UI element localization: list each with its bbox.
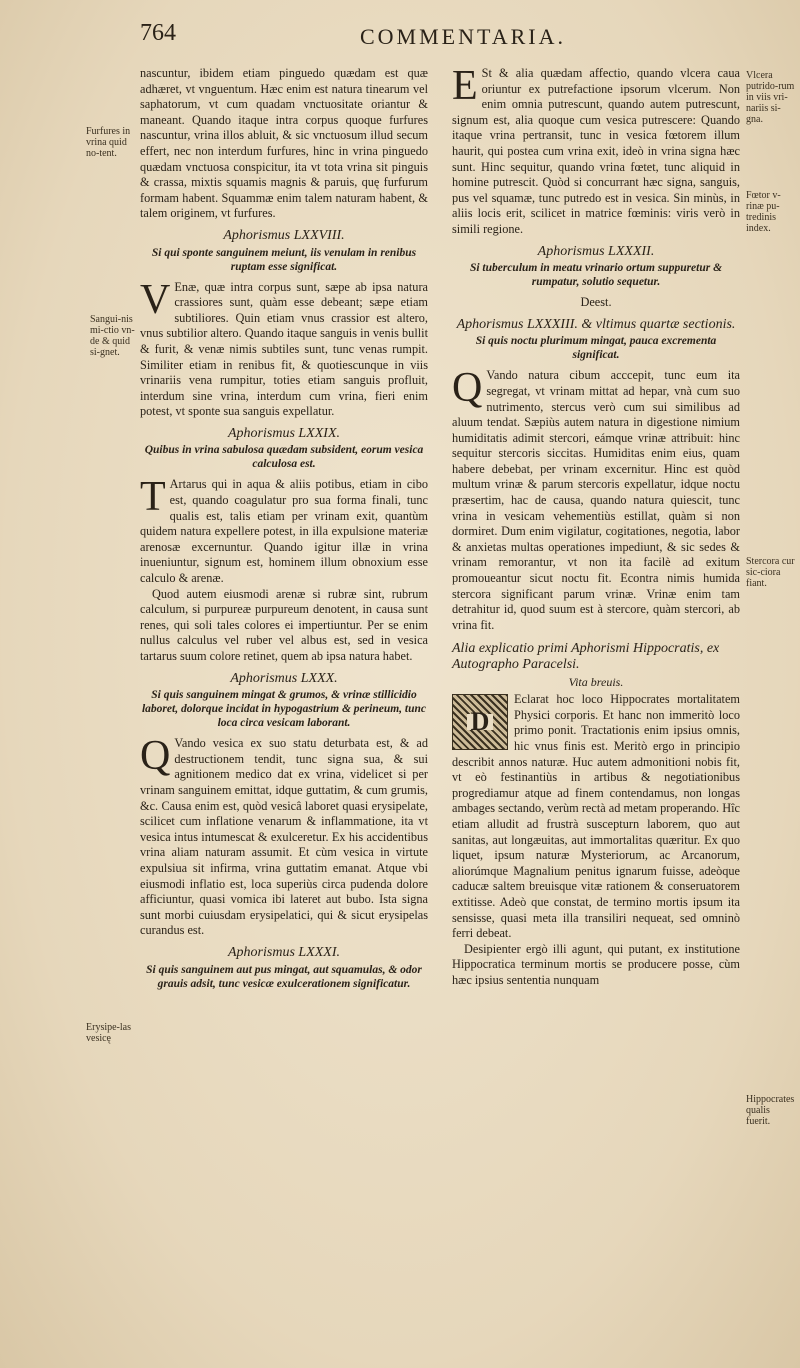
aphorism-heading-83: Aphorismus LXXXIII. & vltimus quartæ sectionis. bbox=[456, 316, 736, 332]
paragraph: Desipienter ergò illi agunt, qui putant, ex institutione Hippocratica terminum mortis se producere posse, cùm hæc ipsius sententia nunquam bbox=[452, 941, 740, 987]
paragraph bbox=[452, 365, 740, 633]
aphorism-text-83: Si quis noctu plurimum mingat, pauca excrementa significat. bbox=[475, 335, 717, 362]
drop-cap: Q bbox=[140, 733, 171, 780]
paragraph-text: Vando natura cibum acccepit, tunc eum ita segregat, vt vrinam mittat ad hepar, vnà cum suo nutrimento, stercus verò cum sui similibus ad aluum tendat. Sæpiùs autem natura in digestione nimium humiditatis adimit stercori, eámque vrinæ attribuit: hinc sequitur stercoris siccitas. Humiditas enim eius, quam habere debebat, per vrinam excernitur. Hinc est quòd multum vrinæ & parum stercoris expellatur, idque noctu præsertim, hac de causa, quando natura quiescit, tunc vrina in vesicam vehementiùs estillat, quàm si non dormiret. Dum enim vigilatur, cogitationes, negotia, labor & anxietas multas operationes impediunt, & sic sedes & vrinam remorantur, vt non ita facilè ad exitum promoueantur sicut noctu fit. Econtra nimis humida stercora significant parum vrinæ. Vrinæ enim tam detrahitur id, quod suum est à stercore, quàm stercori, ab vrina fit. bbox=[452, 368, 740, 632]
paragraph bbox=[452, 63, 740, 238]
aphorism-text-79: Quibus in vrina sabulosa quædam subsident, eorum vesica calculosa est. bbox=[144, 444, 424, 471]
margin-note-furfures: Furfures in vrina quid no-tent. bbox=[86, 126, 131, 159]
paragraph-text: St & alia quædam affectio, quando vlcera caua oriuntur ex putrefactione ipsorum vlcerum. Non enim omnia putrescunt, quando autem putrescunt, signum est, alia quoque cum vesica putrescere: Quando itaque vrina pertransit, tunc in vesica fœtorem illum haurit, qui postea cum vrina exit, ideò in vrina signa hæc sunt. Hinc sequitur, quando vrina fœtet, tunc aliquid in homine putrescit. Quòd si concurrant hæc signa, sanguis, pus vel squamæ, tunc putredo est in vesica. Sin minùs, in aliis locis erit, scilicet in matrice fœminis: viris verò in simili regione. bbox=[452, 66, 740, 236]
paragraph: nascuntur, ibidem etiam pinguedo quædam est quæ adhæret, vt vnguentum. Hæc enim est natura tinearum vel saphatorum, vt cum quadam vnctuositate oriantur & maneant. Quando itaque intra corpus quoque furfures nascuntur, vrina illos abluit, & sic vnctuosum illud secum effert, nec non interdum furfures, hinc in vrina pinguedo quædam vnctuosa conspicitur, ita vt tota vrina sit pinguis & crassa, mixtis squamis magnis & paruis, quę furfurum formam habent. Squammæ enim talem naturam habent, & talem originem, vt furfures. bbox=[140, 66, 428, 221]
margin-note-vlcera: Vlcera putrido-rum in viis vri-nariis si-gna. bbox=[746, 70, 795, 125]
paragraph bbox=[140, 474, 428, 586]
paragraph-text: Enæ, quæ intra corpus sunt, sæpe ab ipsa natura crassiores sunt, quàm esse debeant; sæpe etiam subtiliores. Quin etiam vnus crassior est altero, vnus subtilior altero. Quando itaque sanguis in venis bullit & furit, & venæ nimis subtiles sunt, tunc venas rumpit. Similiter etiam in renibus fit, & quotiescunque in viis vrinariis vena rumpitur, toties etiam sanguis profluit, interdum sine vrina, interdum cum vrina, fieri enim potest, vt sponte sua sanguis expellatur. bbox=[140, 279, 428, 419]
drop-cap: Q bbox=[452, 365, 483, 412]
ornamental-letter: D bbox=[467, 714, 494, 730]
aphorism-heading-80: Aphorismus LXXX. bbox=[230, 670, 338, 686]
aphorism-text-80: Si quis sanguinem mingat & grumos, & vrinæ stillicidio laboret, dolorque incidat in hypogastrium & perineum, tunc loca circa vesicam laborant. bbox=[141, 689, 427, 730]
running-title: COMMENTARIA. bbox=[360, 24, 566, 49]
margin-note-foetor: Fœtor v-rinæ pu-tredinis index. bbox=[746, 190, 781, 234]
paragraph bbox=[140, 276, 428, 420]
aphorism-text-82: Si tuberculum in meatu vrinario ortum suppuretur & rumpatur, solutio sequetur. bbox=[469, 262, 723, 289]
margin-note-stercora: Stercora cur sic-ciora fiant. bbox=[746, 556, 795, 589]
drop-cap: E bbox=[452, 63, 478, 109]
paragraph-text: Artarus qui in aqua & aliis potibus, etiam in cibo est, quando coagulatur pro sua forma finali, tunc qualis est, talis etiam per vrinam exit, quantùm quidem natura expellere potest, in illa expulsione materiæ arenosæ excernuntur. Quando igitur illæ in vrina inueniuntur, signum est, hominem illum obnoxium esse calculo & arenæ. bbox=[140, 477, 428, 586]
deest-note: Deest. bbox=[580, 295, 612, 310]
aphorism-text-81: Si quis sanguinem aut pus mingat, aut squamulas, & odor grauis adsit, tunc vesicæ exulcerationem significatur. bbox=[146, 963, 422, 990]
right-column bbox=[452, 63, 740, 988]
page-header bbox=[0, 6, 800, 49]
aphorism-heading-79: Aphorismus LXXIX. bbox=[228, 425, 340, 441]
drop-cap: T bbox=[140, 474, 166, 521]
aphorism-text-78: Si qui sponte sanguinem meiunt, iis venulam in renibus ruptam esse significat. bbox=[151, 246, 417, 273]
section-heading-alia: Alia explicatio primi Aphorismi Hippocratis, ex Autographo Paracelsi. bbox=[452, 641, 720, 672]
paragraph-text: Eclarat hoc loco Hippocrates mortalitatem Physici corporis. Et hanc non immeritò loco primo ponit. Tractationis enim ipsius omnis, hic vnus finis est. Meritò ergo in principio describit annos naturæ. Huc autem admonitioni nobis fit, vt eò festinantiùs in artibus & negotiationibus progrediamur atque ad finem contendamus, non longas ambages sectando, verùm rectà ad metam properando. Hîc etiam alludit ad frustrà suscepturn laborem, quo aut sanitas, aut longæuitas, aut immortalitas quæritur. Ex quo liquet, ipsum naturæ Mysteriorum, ac Arcanorum, aliorúmque Magnalium penitus ignarum fuisse, adeòque caducæ saltem breuisque vitæ rationem & conseruatorem extitisse. Adeò que constat, de termino mortis ipsum ita sensisse, quasi meta illa transiliri nequeat, sed omninò ferri debeat. bbox=[452, 692, 740, 941]
aphorism-heading-82: Aphorismus LXXXII. bbox=[537, 243, 655, 259]
margin-note-sanguinis: Sangui-nis mi-ctio vn-de & quid si-gnet. bbox=[90, 314, 135, 358]
left-column bbox=[140, 66, 428, 997]
paragraph: Quod autem eiusmodi arenæ si rubræ sint, rubrum calculum, si purpureæ purpureum denotent, in causa sunt renes, qui soli tales colores ei impertiuntur. Per se enim nullus calculus vel ruber vel albus est, sed in vesica tartarus suum colore retinet, quem ab ipsa natura habet. bbox=[140, 586, 428, 663]
drop-cap: V bbox=[140, 276, 171, 323]
ornamental-initial bbox=[452, 694, 508, 750]
page-number: 764 bbox=[140, 20, 176, 46]
paragraph bbox=[140, 733, 428, 939]
margin-note-hippocrates: Hippocrates qualis fuerit. bbox=[746, 1094, 795, 1127]
paragraph-text: Vando vesica ex suo statu deturbata est, & ad destructionem tendit, tunc signa sua, & sui agnitionem medico dat ex vrina, videlicet si per vrinam sanguinem emittat, idque guttatim, & cum grumis, &c. Causa enim est, quòd vesicâ laboret quasi erysipelate, scilicet cum inflatione venarum & inflammatione, ita vt vesica intus intumescat & exulceretur. Ex his accidentibus vrina aliam naturam assumit. Et cùm vesica in virtute expulsiua sit infirma, vrina guttatim emanat. Atque vbi eiusmodi inflatio est, loca superiùs circa pudenda dolore afficiuntur, quasi vomica ibi lateret aut bubo. Ista signa sunt morbi cuiusdam erysipelatici, qui & sicut erysipelas curandus est. bbox=[140, 736, 428, 938]
paragraph bbox=[452, 692, 740, 942]
margin-note-erysipelas: Erysipe-las vesicę bbox=[86, 1022, 131, 1044]
vita-breuis: Vita breuis. bbox=[568, 674, 624, 689]
aphorism-heading-78: Aphorismus LXXVIII. bbox=[223, 227, 345, 243]
aphorism-heading-81: Aphorismus LXXXI. bbox=[228, 944, 340, 960]
